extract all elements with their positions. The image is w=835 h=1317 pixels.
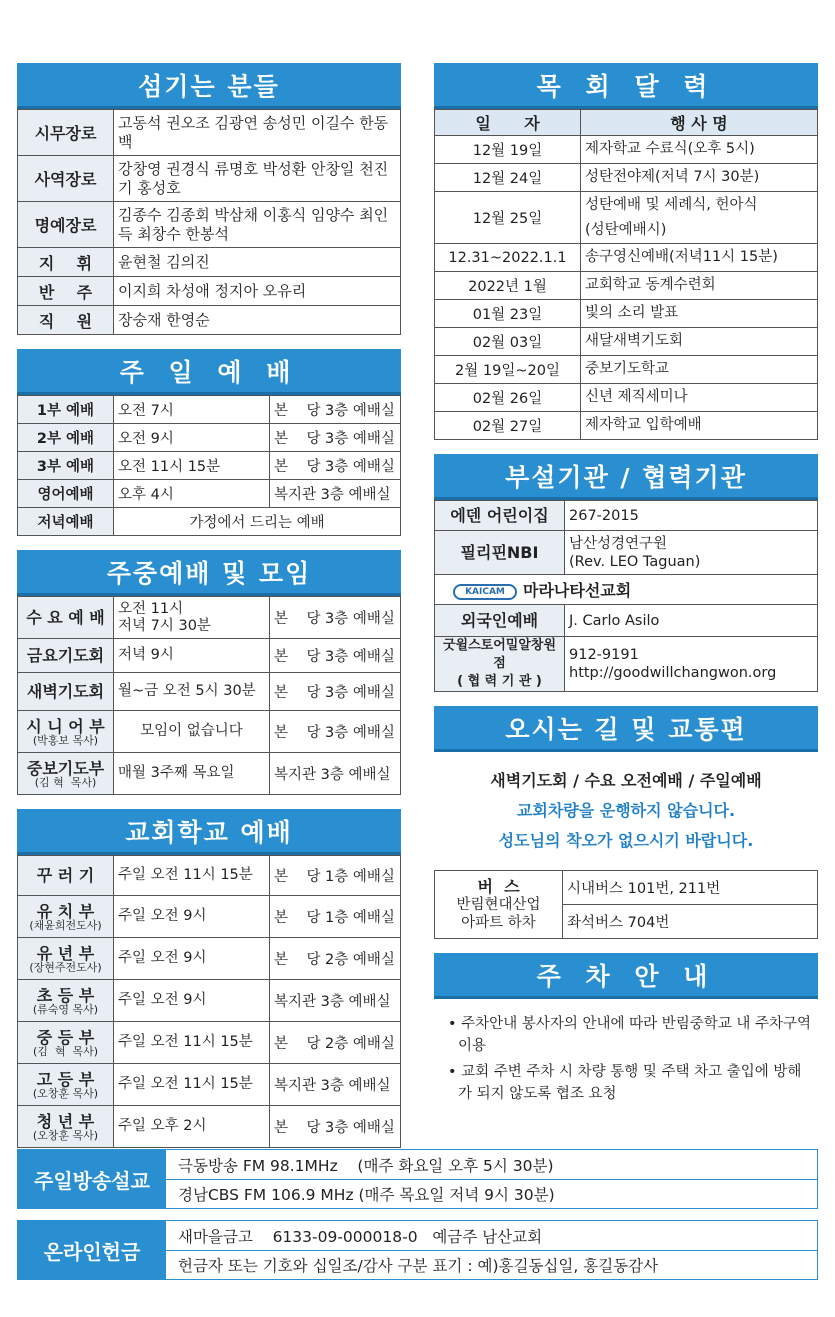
servant-names: 이지희 차성애 정지아 오유리 [114,277,401,306]
offering-label: 온라인헌금 [18,1221,166,1279]
partner-info: J. Carlo Asilo [565,605,818,637]
program-time: 주일 오전 11시 15분 [114,1064,270,1106]
program-time: 주일 오전 11시 15분 [114,856,270,896]
calendar-header: 목 회 달 력 [434,63,818,109]
broadcast-label: 주일방송설교 [18,1150,166,1208]
event-name: 중보기도학교 [581,356,818,384]
event-name: 신년 제직세미나 [581,384,818,412]
program-title: 금요기도회 [26,646,105,665]
calendar-row [435,300,818,328]
school-header: 교회학교 예배 [17,809,401,855]
service-time: 오전 11시 15분 [114,452,270,480]
directions-warning: 성도님의 착오가 없으시기 바랍니다. [498,831,754,850]
program-title: 유 치 부 [36,901,95,921]
event-date: 02월 26일 [435,384,581,412]
program-place: 본 당 3층 예배실 [270,711,401,753]
program-title: 고 등 부 [36,1069,95,1089]
service-place: 본 당 3층 예배실 [270,424,401,452]
program-time: 매월 3주째 목요일 [114,753,270,795]
service-name: 2부 예배 [18,424,114,452]
event-date: 02월 03일 [435,328,581,356]
program-name [18,1022,114,1064]
school-row [18,1106,401,1148]
bus-seat: 좌석버스 704번 [563,905,818,939]
event-date: 02월 27일 [435,412,581,440]
event-name: 제자학교 수료식(오후 5시) [581,136,818,164]
service-name: 저녁예배 [18,508,114,536]
servants-row [18,202,401,248]
parking-list [434,999,818,1105]
servant-names: 장숭재 한영순 [114,306,401,335]
program-place: 본 당 2층 예배실 [270,938,401,980]
calendar-row [435,356,818,384]
program-name [18,639,114,673]
bus-label: 버 스 [477,876,520,896]
partners-table [434,500,818,692]
offering-line-2: 헌금자 또는 기호와 십일조/감사 구분 표기 : 예)홍길동십일, 홍길동감사 [166,1250,817,1279]
calendar-row [435,328,818,356]
weekday-header: 주중예배 및 모임 [17,550,401,596]
mission-row [435,575,818,605]
partner-row [435,605,818,637]
service-place: 본 당 3층 예배실 [270,396,401,424]
service-note: 가정에서 드리는 예배 [114,508,401,536]
event-date: 2022년 1월 [435,272,581,300]
program-title: 꾸 러 기 [36,866,95,885]
sunday-table [17,395,401,536]
school-row [18,856,401,896]
program-leader: (오창훈 목사) [32,1128,99,1142]
service-name: 영어예배 [18,480,114,508]
servant-role: 지 휘 [18,248,114,277]
weekday-row [18,753,401,795]
offering-row [17,1220,818,1280]
program-title: 중 등 부 [36,1027,95,1047]
bus-city: 시내버스 101번, 211번 [563,871,818,905]
event-date: 12월 19일 [435,136,581,164]
broadcast-line-2: 경남CBS FM 106.9 MHz (매주 목요일 저녁 9시 30분) [166,1179,817,1208]
servants-table [17,109,401,335]
weekday-table [17,596,401,795]
servants-row [18,248,401,277]
calendar-col-event: 행 사 명 [581,110,818,136]
event-name: 교회학교 동계수련회 [581,272,818,300]
broadcast-row [17,1149,818,1209]
program-name [18,753,114,795]
event-name: 제자학교 입학예배 [581,412,818,440]
program-name [18,896,114,938]
calendar-row [435,164,818,192]
weekday-row [18,711,401,753]
servant-role: 반 주 [18,277,114,306]
program-name [18,1106,114,1148]
program-time: 모임이 없습니다 [114,711,270,753]
broadcast-line-1: 극동방송 FM 98.1MHz (매주 화요일 오후 5시 30분) [178,1156,554,1175]
sunday-row [18,508,401,536]
program-place: 복지관 3층 예배실 [270,753,401,795]
program-leader: (김 혁 목사) [34,775,97,789]
program-place: 본 당 2층 예배실 [270,1022,401,1064]
bus-stop: 반림현대산업 아파트 하차 [456,896,541,931]
program-title: 중보기도부 [26,758,105,778]
school-row [18,1064,401,1106]
program-title: 새벽기도회 [26,682,105,701]
event-name: 새달새벽기도회 [581,328,818,356]
partners-header: 부설기관 / 협력기관 [434,454,818,500]
program-time: 주일 오전 9시 [114,980,270,1022]
program-place: 본 당 3층 예배실 [270,673,401,711]
service-time: 오전 7시 [114,396,270,424]
directions-notice [434,752,818,866]
calendar-col-date: 일 자 [435,110,581,136]
program-time: 오전 11시 저녁 7시 30분 [114,597,270,639]
service-place: 복지관 3층 예배실 [270,480,401,508]
servant-names: 강창영 권경식 류명호 박성환 안창일 천진기 홍성호 [114,156,401,202]
mission-cell [435,575,818,605]
calendar-table [434,109,818,440]
partner-info: 267-2015 [565,501,818,531]
program-place: 본 당 1층 예배실 [270,856,401,896]
servant-names: 윤현철 김의진 [114,248,401,277]
program-title: 청 년 부 [36,1111,95,1131]
program-name [18,980,114,1022]
parking-item: • 주차안내 봉사자의 안내에 따라 반림중학교 내 주차구역 이용 [448,1016,811,1054]
kaicam-logo: KAICAM [453,584,517,600]
program-title: 시 니 어 부 [26,716,105,736]
school-row [18,896,401,938]
program-time: 주일 오전 9시 [114,938,270,980]
program-place: 본 당 3층 예배실 [270,597,401,639]
service-time: 오전 9시 [114,424,270,452]
left-column [17,63,401,1148]
program-place: 본 당 3층 예배실 [270,1106,401,1148]
program-name [18,597,114,639]
program-leader: (김 혁 목사) [32,1044,99,1058]
weekday-row [18,597,401,639]
service-name: 3부 예배 [18,452,114,480]
program-leader: (채윤희전도사) [29,918,102,932]
program-time: 주일 오전 11시 15분 [114,1022,270,1064]
program-leader: (오창훈 목사) [32,1086,99,1100]
program-leader: (장현주전도사) [29,960,102,974]
school-table [17,855,401,1148]
program-place: 본 당 1층 예배실 [270,896,401,938]
program-place: 복지관 3층 예배실 [270,1064,401,1106]
servants-row [18,156,401,202]
school-row [18,980,401,1022]
program-title: 초 등 부 [36,985,95,1005]
event-date: 01월 23일 [435,300,581,328]
calendar-row [435,244,818,272]
calendar-row [435,136,818,164]
partner-name: 굿윌스토어밀알창원점 ( 협 력 기 관 ) [435,637,565,692]
program-title: 수 요 예 배 [26,608,105,627]
program-time: 월~금 오전 5시 30분 [114,673,270,711]
sunday-row [18,452,401,480]
partner-info: 남산성경연구원 (Rev. LEO Taguan) [565,531,818,575]
calendar-row [435,384,818,412]
directions-header: 오시는 길 및 교통편 [434,706,818,752]
parking-item: • 교회 주변 주차 시 차량 통행 및 주택 차고 출입에 방해가 되지 않도록 협조 요청 [448,1064,802,1102]
servant-role: 사역장로 [18,156,114,202]
program-name [18,711,114,753]
program-name [18,1064,114,1106]
program-time: 주일 오후 2시 [114,1106,270,1148]
program-name [18,938,114,980]
partner-name: 필리핀NBI [435,531,565,575]
calendar-row [435,412,818,440]
program-place: 복지관 3층 예배실 [270,980,401,1022]
event-name: 성탄전야제(저녁 7시 30분) [581,164,818,192]
mission-name: 마라나타선교회 [523,581,632,600]
servant-names: 고동석 권오조 김광연 송성민 이길수 한동백 [114,110,401,156]
servant-role: 직 원 [18,306,114,335]
event-date: 12.31~2022.1.1 [435,244,581,272]
event-name: 송구영신예배(저녁11시 15분) [581,244,818,272]
program-leader: (박홍보 목사) [32,733,99,747]
service-time: 오후 4시 [114,480,270,508]
event-name: 성탄예배 및 세례식, 헌아식 (성탄예배시) [581,192,818,244]
parking-header: 주 차 안 내 [434,953,818,999]
event-date: 2월 19일~20일 [435,356,581,384]
directions-services: 새벽기도회 / 수요 오전예배 / 주일예배 [490,771,762,790]
program-name [18,673,114,711]
event-date: 12월 24일 [435,164,581,192]
servants-row [18,277,401,306]
program-place: 본 당 3층 예배실 [270,639,401,673]
partner-row [435,637,818,692]
right-column [434,63,818,1109]
partner-row [435,531,818,575]
servants-row [18,306,401,335]
sunday-header: 주 일 예 배 [17,349,401,395]
calendar-row [435,272,818,300]
sunday-row [18,424,401,452]
bus-label-cell [435,871,563,939]
servant-role: 시무장로 [18,110,114,156]
program-name [18,856,114,896]
servants-row [18,110,401,156]
program-time: 저녁 9시 [114,639,270,673]
event-date: 12월 25일 [435,192,581,244]
school-row [18,1022,401,1064]
weekday-row [18,639,401,673]
service-place: 본 당 3층 예배실 [270,452,401,480]
service-name: 1부 예배 [18,396,114,424]
servants-header: 섬기는 분들 [17,63,401,109]
servant-role: 명예장로 [18,202,114,248]
partner-name: 에덴 어린이집 [435,501,565,531]
weekday-row [18,673,401,711]
partner-row [435,501,818,531]
event-name: 빛의 소리 발표 [581,300,818,328]
offering-line-1: 새마을금고 6133-09-000018-0 예금주 남산교회 [178,1227,543,1246]
program-time: 주일 오전 9시 [114,896,270,938]
program-title: 유 년 부 [36,943,95,963]
partner-info: 912-9191 http://goodwillchangwon.org [565,637,818,692]
sunday-row [18,396,401,424]
directions-no-vehicle: 교회차량을 운행하지 않습니다. [516,801,736,820]
program-leader: (류숙영 목사) [32,1002,99,1016]
sunday-row [18,480,401,508]
bus-table [434,870,818,939]
servant-names: 김종수 김종회 박삼채 이홍식 임양수 최인득 최창수 한봉석 [114,202,401,248]
calendar-row [435,192,818,244]
school-row [18,938,401,980]
partner-name: 외국인예배 [435,605,565,637]
